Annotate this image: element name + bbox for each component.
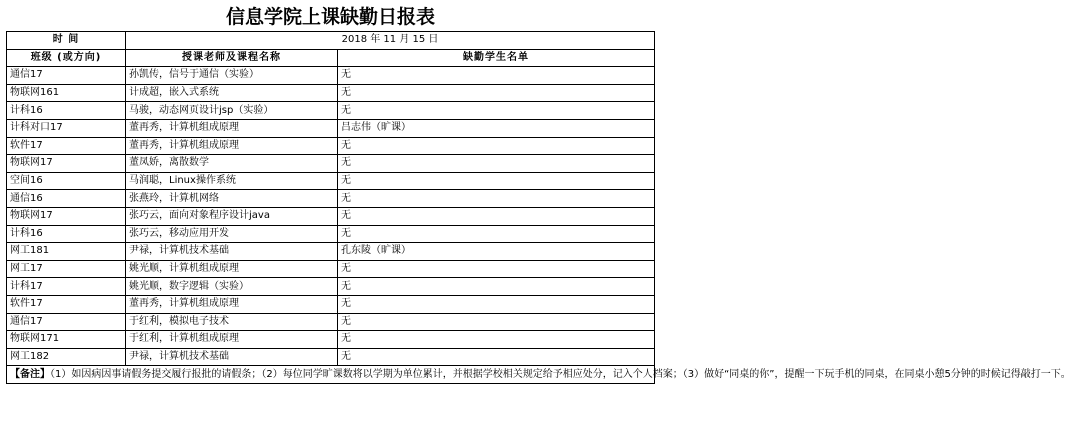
- table-row: [7, 243, 655, 261]
- teacher-course-cell: 于红利，计算机组成原理: [126, 331, 338, 349]
- teacher-course-cell: 董再秀，计算机组成原理: [126, 295, 338, 313]
- table-row: [7, 260, 655, 278]
- date-row: [7, 32, 655, 50]
- report-body: [7, 32, 1071, 384]
- note-label: 【备注】: [10, 368, 50, 380]
- teacher-course-cell: 姚光顺，计算机组成原理: [126, 260, 338, 278]
- teacher-course-cell: 董凤娇，离散数学: [126, 155, 338, 173]
- teacher-course-cell: 张巧云，面向对象程序设计java: [126, 207, 338, 225]
- table-row: [7, 67, 655, 85]
- class-cell: 物联网161: [7, 84, 126, 102]
- table-row: [7, 190, 655, 208]
- teacher-course-cell: 张巧云，移动应用开发: [126, 225, 338, 243]
- note-row: [7, 366, 655, 384]
- class-cell: 网工17: [7, 260, 126, 278]
- note-cell: [7, 366, 1071, 384]
- table-row: [7, 313, 655, 331]
- class-cell: 通信17: [7, 67, 126, 85]
- table-row: [7, 119, 655, 137]
- absent-cell: 无: [338, 172, 655, 190]
- time-label: 时 间: [7, 32, 126, 50]
- table-row: [7, 225, 655, 243]
- teacher-course-cell: 董再秀，计算机组成原理: [126, 137, 338, 155]
- column-header-teacher-course: 授课老师及课程名称: [126, 49, 338, 67]
- class-cell: 物联网17: [7, 155, 126, 173]
- absent-cell: 无: [338, 67, 655, 85]
- absent-cell: 孔东陵（旷课）: [338, 243, 655, 261]
- class-cell: 网工181: [7, 243, 126, 261]
- absent-cell: 无: [338, 260, 655, 278]
- teacher-course-cell: 张燕玲，计算机网络: [126, 190, 338, 208]
- class-cell: 软件17: [7, 295, 126, 313]
- teacher-course-cell: 于红利，模拟电子技术: [126, 313, 338, 331]
- column-header-class: 班级 (或方向): [7, 49, 126, 67]
- table-row: [7, 348, 655, 366]
- teacher-course-cell: 马润聪，Linux操作系统: [126, 172, 338, 190]
- absent-cell: 吕志伟（旷课）: [338, 119, 655, 137]
- absent-cell: 无: [338, 348, 655, 366]
- table-row: [7, 278, 655, 296]
- table-row: [7, 155, 655, 173]
- class-cell: 计科17: [7, 278, 126, 296]
- report-title: 信息学院上课缺勤日报表: [225, 6, 435, 28]
- column-header-absent: 缺勤学生名单: [338, 49, 655, 67]
- teacher-course-cell: 计成超，嵌入式系统: [126, 84, 338, 102]
- table-row: [7, 102, 655, 120]
- absent-cell: 无: [338, 102, 655, 120]
- absent-cell: 无: [338, 225, 655, 243]
- table-row: [7, 331, 655, 349]
- teacher-course-cell: 董再秀，计算机组成原理: [126, 119, 338, 137]
- table-row: [7, 84, 655, 102]
- class-cell: 物联网17: [7, 207, 126, 225]
- absent-cell: 无: [338, 155, 655, 173]
- table-row: [7, 137, 655, 155]
- class-cell: 通信16: [7, 190, 126, 208]
- absent-cell: 无: [338, 295, 655, 313]
- teacher-course-cell: 尹禄，计算机技术基础: [126, 243, 338, 261]
- class-cell: 空间16: [7, 172, 126, 190]
- table-row: [7, 295, 655, 313]
- class-cell: 网工182: [7, 348, 126, 366]
- column-header-row: [7, 49, 655, 67]
- class-cell: 软件17: [7, 137, 126, 155]
- absent-cell: 无: [338, 137, 655, 155]
- absent-cell: 无: [338, 331, 655, 349]
- table-row: [7, 207, 655, 225]
- teacher-course-cell: 孙凯传，信号于通信（实验）: [126, 67, 338, 85]
- class-cell: 计科16: [7, 225, 126, 243]
- note-text: （1）如因病因事请假务提交履行报批的请假条；（2）每位同学旷课数将以学期为单位累计，并根据学校相关规定给予相应处分，记入个人档案；（3）做好“同桌的你”，提醒一下玩手机的同桌，在同桌小憩5分钟的时候记得敲打一下。: [50, 368, 1071, 380]
- class-cell: 通信17: [7, 313, 126, 331]
- absent-cell: 无: [338, 190, 655, 208]
- teacher-course-cell: 姚光顺，数字逻辑（实验）: [126, 278, 338, 296]
- absence-report-table: [6, 31, 1071, 384]
- absent-cell: 无: [338, 313, 655, 331]
- teacher-course-cell: 马骏，动态网页设计jsp（实验）: [126, 102, 338, 120]
- teacher-course-cell: 尹禄，计算机技术基础: [126, 348, 338, 366]
- report-date: 2018 年 11 月 15 日: [126, 32, 655, 50]
- class-cell: 计科对口17: [7, 119, 126, 137]
- class-cell: 计科16: [7, 102, 126, 120]
- absent-cell: 无: [338, 207, 655, 225]
- class-cell: 物联网171: [7, 331, 126, 349]
- absent-cell: 无: [338, 278, 655, 296]
- absent-cell: 无: [338, 84, 655, 102]
- table-row: [7, 172, 655, 190]
